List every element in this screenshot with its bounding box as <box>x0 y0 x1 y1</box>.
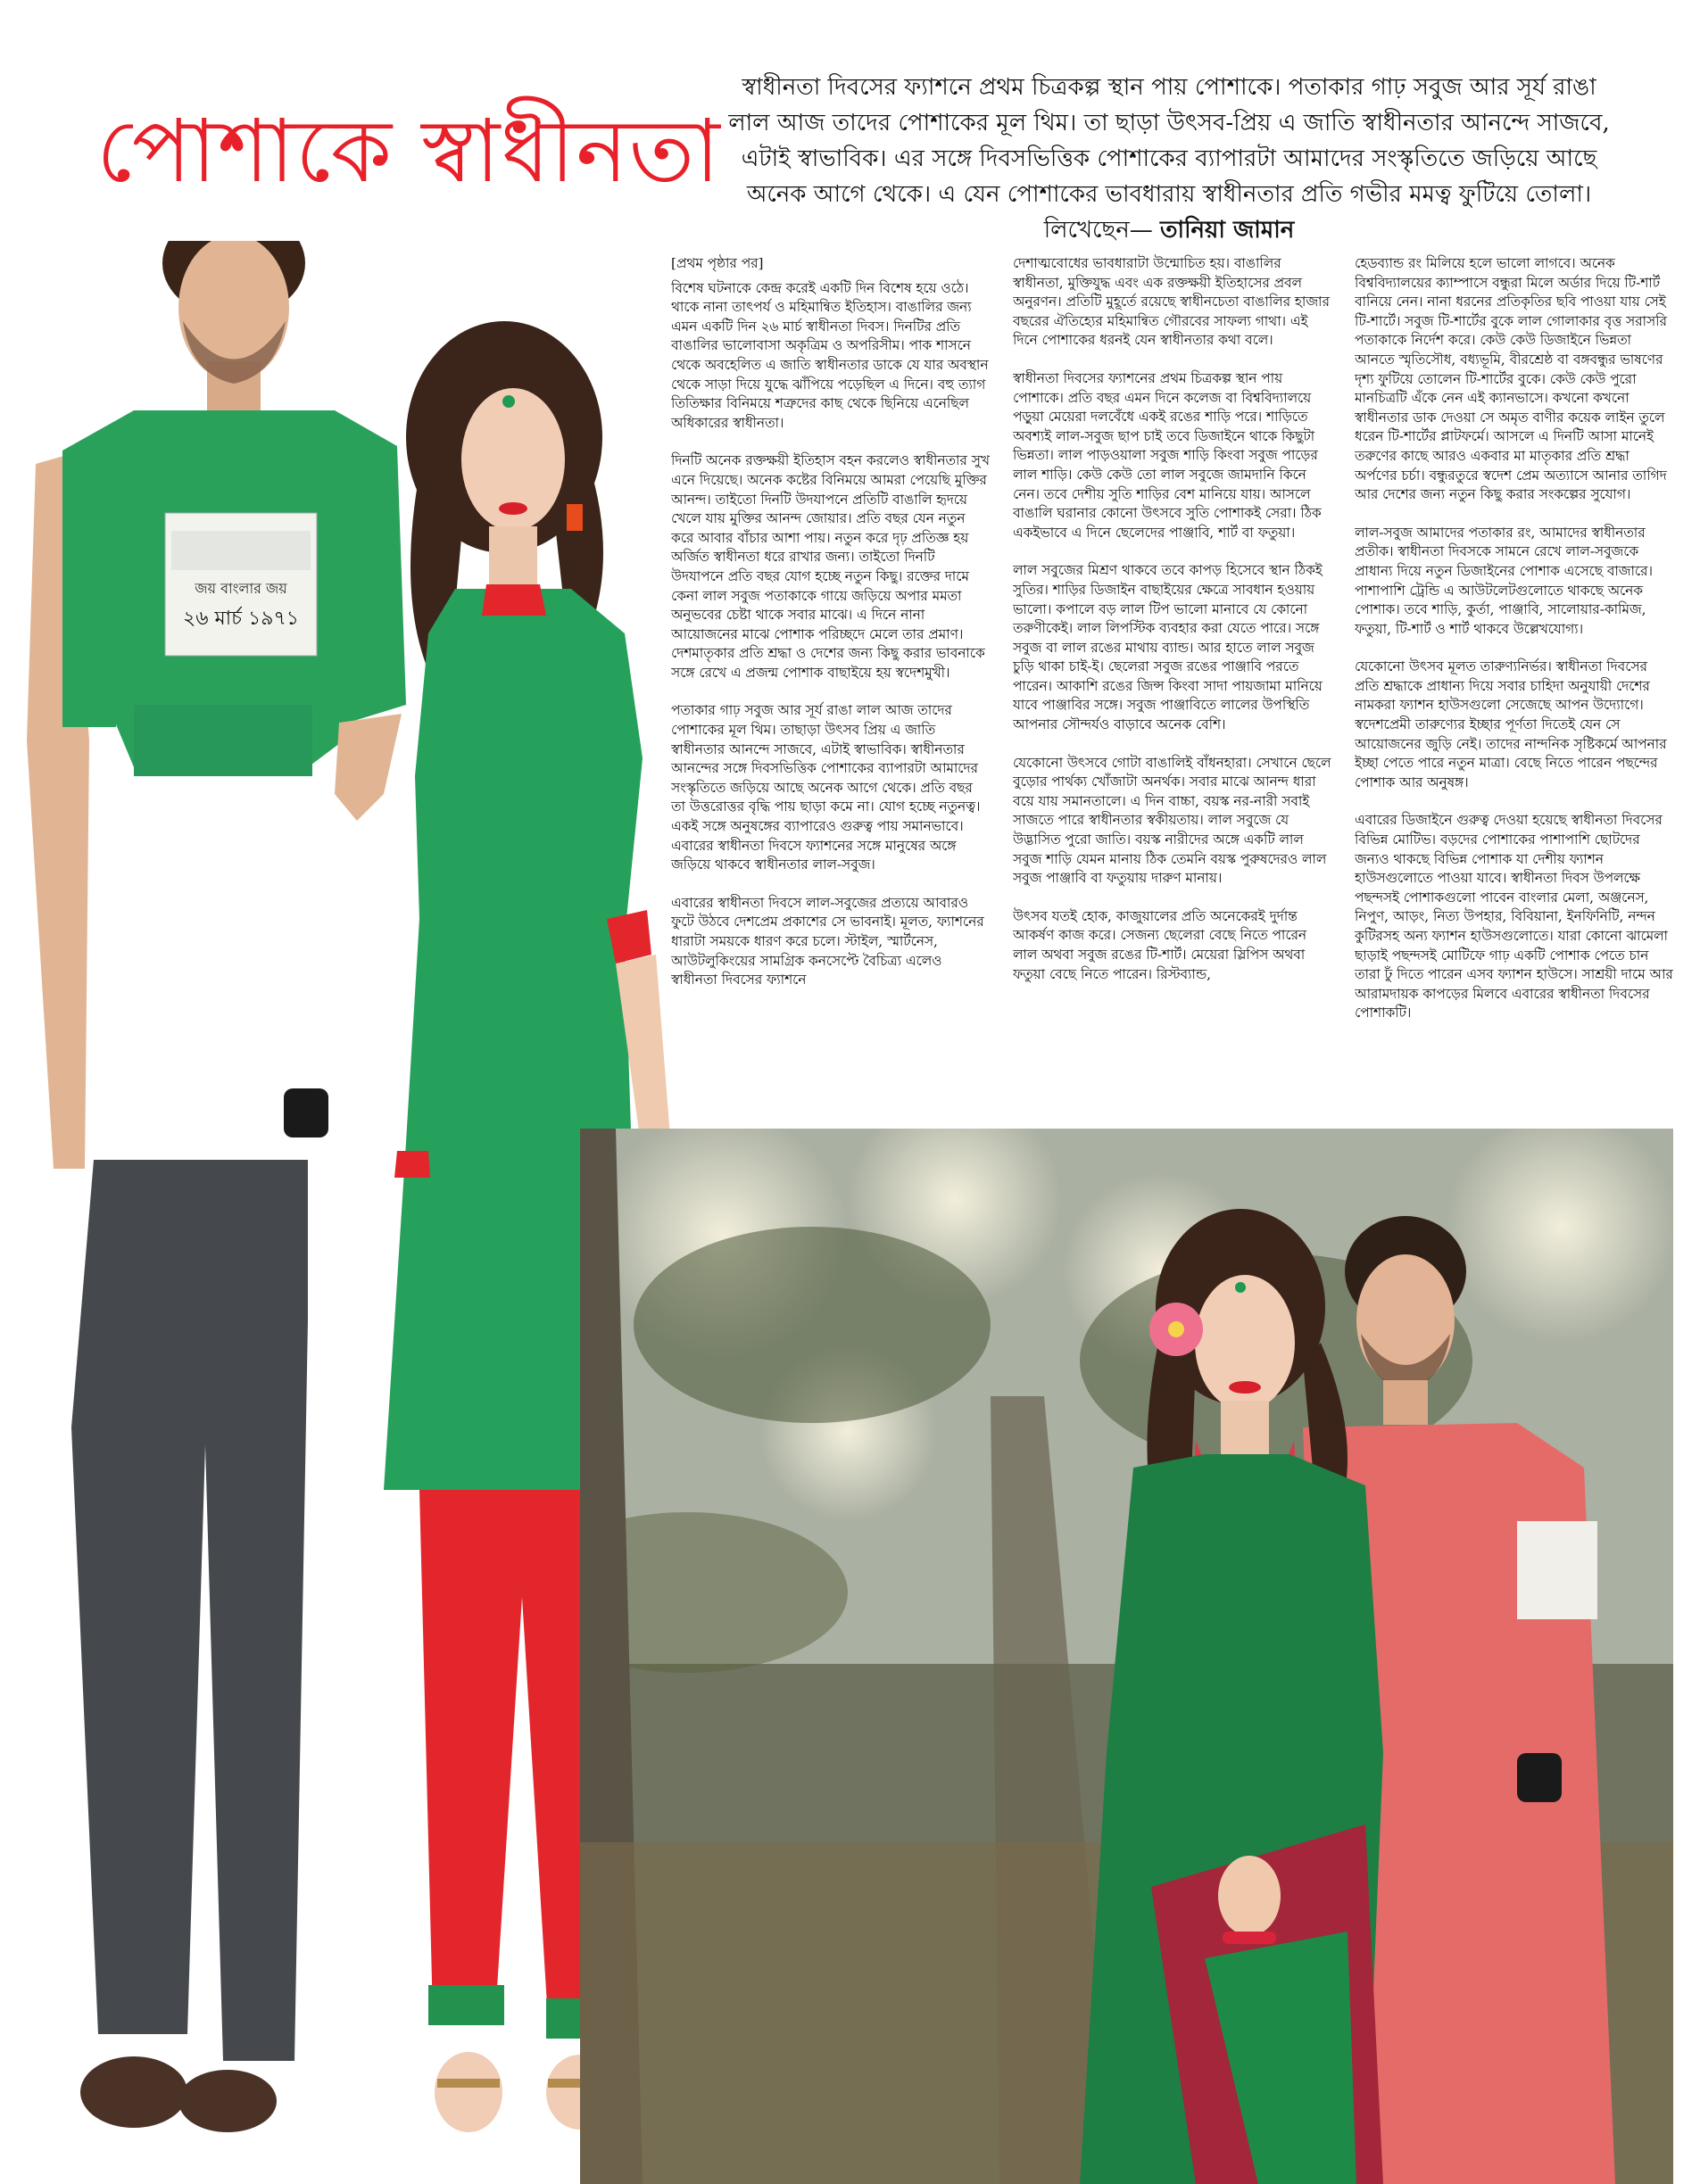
tshirt-print <box>165 513 317 656</box>
paragraph: দেশাত্মবোধের ভাবধারাটা উন্মোচিত হয়। বাঙালির স্বাধীনতা, মুক্তিযুদ্ধ এবং এক রক্তক্ষয়ী ইতিহাসের প্রবল অনুরণন। প্রতিটি মুহূর্তে রয়েছে স্বাধীনচেতা বাঙালির হাজার বছরের ঐতিহ্যের মহিমান্বিত গৌরবের সাফল্য গাথা। এই দিনে পোশাকের ধরনই যেন স্বাধীনতার কথা বলে। <box>1013 255 1330 349</box>
article-column-1 <box>671 254 991 1129</box>
paragraph: দিনটি অনেক রক্তক্ষয়ী ইতিহাস বহন করলেও স্বাধীনতার সুখ এনে দিয়েছে। অনেক কষ্টের বিনিময়ে আমরা পেয়েছি মুক্তির আনন্দ। তাইতো দিনটি উদযাপনে প্রতিটি বাঙালি হৃদয়ে খেলে যায় মুক্তির আনন্দ জোয়ার। প্রতি বছর যেন নতুন করে আবার বাঁচার আশা পায়। নতুন করে দৃঢ় প্রতিজ্ঞ হয় অর্জিত স্বাধীনতা ধরে রাখার জন্য। তাইতো দিনটি উদযাপনে প্রতি বছর যোগ হচ্ছে নতুন কিছু। রক্তের দামে কেনা লাল সবুজ পতাকাকে গায়ে জড়িয়ে অপার মমতা অনুভবের চেষ্টা থাকে সবার মাঝে। এ দিনে নানা আয়োজনের মাঝে পোশাক পরিচ্ছদে মেলে তার প্রমাণ। দেশমাতৃকার প্রতি শ্রদ্ধা ও দেশের জন্য কিছু করার ভাবনাকে সঙ্গে রেখে এ প্রজন্ম পোশাক বাছাইয়ে হয় স্বদেশমুখী। <box>671 452 990 681</box>
paragraph: এবারের ডিজাইনে গুরুত্ব দেওয়া হয়েছে স্বাধীনতা দিবসের বিভিন্ন মোটিভ। বড়দের পোশাকের পাশাপাশি ছোটদের জন্যও থাকছে বিভিন্ন পোশাক যা দেশীয় ফ্যাশন হাউসগুলোতে পাওয়া যাবে। স্বাধীনতা দিবস উপলক্ষে পছন্দসই পোশাকগুলো পাবেন বাংলার মেলা, অঞ্জনেস, নিপুণ, আড়ং, নিত্য উপহার, বিবিয়ানা, ইনফিনিটি, নন্দন কুটিরসহ অন্য ফ্যাশন হাউসগুলোতে। যারা কোনো ঝামেলা ছাড়াই পছন্দসই মোটিফে গাঢ় একটি পোশাক পেতে চান তারা ঢুঁ দিতে পারেন এসব ফ্যাশন হাউসে। সাশ্রয়ী দামে আর আরামদায়ক কাপড়ের মিলবে এবারের স্বাধীনতা দিবসের পোশাকটি। <box>1355 812 1673 1022</box>
article-column-3 <box>1355 254 1674 1129</box>
paragraph: উৎসব যতই হোক, কাজুয়ালের প্রতি অনেকেরই দুর্দান্ত আকর্ষণ কাজ করে। সেজন্য ছেলেরা বেছে নিতে পারেন লাল অথবা সবুজ রঙের টি-শার্ট। মেয়েরা স্লিপিস অথবা ফতুয়া বেছে নিতে পারেন। রিস্টব্যান্ড, <box>1013 907 1307 982</box>
tshirt-print-line1: জয় বাংলার জয় <box>195 580 287 597</box>
paragraph: যেকোনো উৎসব মূলত তারুণ্যনির্ভর। স্বাধীনতা দিবসের প্রতি শ্রদ্ধাকে প্রাধান্য দিয়ে সবার চাহিদা অনুযায়ী দেশের নামকরা ফ্যাশন হাউসগুলো সেজেছে আপন উদ্যোগে। স্বদেশপ্রেমী তারুণ্যের ইচ্ছার পূর্ণতা দিতেই যেন সে আয়োজনের জুড়ি নেই। তাদের নান্দনিক সৃষ্টিকর্মে আপনার ইচ্ছা পেতে পারে নতুন মাত্রা। বেছে নিতে পারেন পছন্দের পোশাক আর অনুষঙ্গ। <box>1355 658 1667 790</box>
continued-tag: [প্রথম পৃষ্ঠার পর] <box>671 255 764 271</box>
tshirt-print-2 <box>1517 1521 1597 1619</box>
photo-couple-outdoor <box>580 1129 1673 2184</box>
paragraph: বিশেষ ঘটনাকে কেন্দ্র করেই একটি দিন বিশেষ হয়ে ওঠে। থাকে নানা তাৎপর্য ও মহিমান্বিত ইতিহাস। বাঙালির জন্য এমন একটি দিন ২৬ মার্চ স্বাধীনতা দিবস। দিনটির প্রতি বাঙালির ভালোবাসা অকৃত্রিম ও অপরিসীম। পাক শাসনে থেকে অবহেলিত এ জাতি স্বাধীনতার ডাকে যে যার অবস্থান থেকে সাড়া দিয়ে যুদ্ধে ঝাঁপিয়ে পড়েছিল এ দিনে। বহু ত্যাগ তিতিক্ষার বিনিময়ে শত্রুদের কাছ থেকে ছিনিয়ে এনেছিল অধিকারের স্বাধীনতা। <box>671 279 989 431</box>
paragraph: হেডব্যান্ড রং মিলিয়ে হলে ভালো লাগবে। অনেক বিশ্ববিদ্যালয়ের ক্যাম্পাসে বন্ধুরা মিলে অর্ডার দিয়ে টি-শার্ট বানিয়ে নেন। নানা ধরনের প্রতিকৃতির ছবি পাওয়া যায় সেই টি-শার্টে। সবুজ টি-শার্টের বুকে লাল গোলাকার বৃত্ত সরাসরি পতাকাকে নির্দেশ করে। কেউ কেউ ডিজাইনে ভিন্নতা আনতে স্মৃতিসৌধ, বধ্যভূমি, বীরশ্রেষ্ঠ বা বঙ্গবন্ধুর ভাষণের দৃশ্য ফুটিয়ে তোলেন টি-শার্টের বুকে। কেউ কেউ পুরো মানচিত্রটি এঁকে নেন এই ক্যানভাসে। কখনো কখনো স্বাধীনতার ডাক দেওয়া সে অমৃত বাণীর কয়েক লাইন তুলে ধরেন টি-শার্টের প্লাটফর্মে। আসলে এ দিনটি আসা মানেই তরুণের কাছে আরও একবার মা মাতৃকার প্রতি শ্রদ্ধা অর্পণের চর্চা। বন্ধুরতুরে স্বদেশ প্রেম অত্যাসে আনার তাগিদ আর দেশের জন্য নতুন কিছু করার সংকল্পের সুযোগ। <box>1355 255 1667 503</box>
paragraph: লাল-সবুজ আমাদের পতাকার রং, আমাদের স্বাধীনতার প্রতীক। স্বাধীনতা দিবসকে সামনে রেখে লাল-সবুজকে প্রাধান্য দিয়ে নতুন ডিজাইনের পোশাক এসেছে বাজারে। পাশাপাশি ট্রেন্ডি এ আউটলেটগুলোতে থাকছে অনেক পোশাক। তবে শাড়ি, কুর্তা, পাঞ্জাবি, সালোয়ার-কামিজ, ফতুয়া, টি-শার্ট ও শার্ট থাকবে উল্লেখযোগ্য। <box>1355 524 1653 637</box>
paragraph: এবারের স্বাধীনতা দিবসে লাল-সবুজের প্রত্যয়ে আবারও ফুটে উঠবে দেশপ্রেম প্রকাশের সে ভাবনাই। মূলত, ফ্যাশনের ধারাটা সময়কে ধারণ করে চলে। স্টাইল, স্মার্টনেস, আউটলুকিংয়ের সামগ্রিক কনসেপ্টে বৈচিত্র্য এলেও স্বাধীনতা দিবসের ফ্যাশনে <box>671 894 984 989</box>
tshirt-print-date: ২৬ মার্চ ১৯৭১ <box>182 608 300 630</box>
paragraph: স্বাধীনতা দিবসের ফ্যাশনের প্রথম চিত্রকল্প স্থান পায় পোশাকে। প্রতি বছর এমন দিনে কলেজ বা বিশ্ববিদ্যালয়ে পড়ুয়া মেয়েরা দলবেঁধে একই রঙের শাড়ি পরে। শাড়িতে অবশ্যই লাল-সবুজ ছাপ চাই তবে ডিজাইনে থাকে কিছুটা ভিন্নতা। লাল পাড়ওয়ালা সবুজ শাড়ি কিংবা সবুজ পাড়ের লাল শাড়ি। কেউ কেউ তো লাল সবুজে জামদানি কিনে নেন। তবে দেশীয় সুতি শাড়ির বেশ মানিয়ে যায়। আসলে বাঙালি ঘরানার কোনো উৎসবে সুতি পোশাকই সেরা। ঠিক একইভাবে এ দিনে ছেলেদের পাঞ্জাবি, শার্ট বা ফতুয়া। <box>1013 369 1322 541</box>
byline: তানিয়া জামান <box>1160 217 1295 244</box>
intro-standfirst <box>723 70 1615 244</box>
intro-text: স্বাধীনতা দিবসের ফ্যাশনে প্রথম চিত্রকল্প স্থান পায় পোশাকে। পতাকার গাঢ় সবুজ আর সূর্য রাঙা লাল আজ তাদের পোশাকের মূল থিম। তা ছাড়া উৎসব-প্রিয় এ জাতি স্বাধীনতার আনন্দে সাজবে, এটাই স্বাভাবিক। এর সঙ্গে দিবসভিত্তিক পোশাকের ব্যাপারটা আমাদের সংস্কৃতিতে জড়িয়ে আছে অনেক আগে থেকে। এ যেন পোশাকের ভাবধারায় স্বাধীনতার প্রতি গভীর মমত্ব ফুটিয়ে তোলা। লিখেছেন— <box>728 74 1610 244</box>
article-body <box>671 254 1679 1129</box>
headline: পোশাকে স্বাধীনতা <box>96 101 721 203</box>
paragraph: যেকোনো উৎসবে গোটা বাঙালিই বাঁধনহারা। সেখানে ছেলে বুড়োর পার্থক্য খোঁজাটা অনর্থক। সবার মাঝে আনন্দ ধারা বয়ে যায় সমানতালে। এ দিন বাচ্চা, বয়স্ক নর-নারী সবাই সাজতে পারে স্বাধীনতার স্বকীয়তায়। লাল সবুজে যে উদ্ভাসিত পুরো জাতি। বয়স্ক নারীদের অঙ্গে একটি লাল সবুজ শাড়ি যেমন মানায় ঠিক তেমনি বয়স্ক পুরুষদেরও লাল সবুজ পাঞ্জাবি বা ফতুয়ায় দারুণ মানায়। <box>1013 754 1331 887</box>
paragraph: লাল সবুজের মিশ্রণ থাকবে তবে কাপড় হিসেবে স্থান ঠিকই সুতির। শাড়ির ডিজাইন বাছাইয়ের ক্ষেত্রে সাবধান হওয়ায় ভালো। কপালে বড় লাল টিপ ভালো মানাবে যে কোনো তরুণীকেই। লাল লিপস্টিক ব্যবহার করা যেতে পারে। সঙ্গে সবুজ বা লাল রঙের মাথায় ব্যান্ড। আর হাতে লাল সবুজ চুড়ি থাকা চাই-ই। ছেলেরা সবুজ রঙের পাঞ্জাবি পরতে পারেন। আকাশি রঙের জিন্স কিংবা সাদা পায়জামা মানিয়ে যাবে পাঞ্জাবির সঙ্গে। সবুজ পাঞ্জাবিতে লালের উপস্থিতি আপনার সৌন্দর্যও বাড়াবে অনেক বেশি। <box>1013 562 1323 733</box>
paragraph: পতাকার গাঢ় সবুজ আর সূর্য রাঙা লাল আজ তাদের পোশাকের মূল থিম। তাছাড়া উৎসব প্রিয় এ জাতি স্বাধীনতার আনন্দে সাজবে, এটাই স্বাভাবিক। স্বাধীনতার আনন্দের সঙ্গে দিবসভিত্তিক পোশাকের ব্যাপারটা আমাদের সংস্কৃতিতে জড়িয়ে আছে অনেক আগে থেকে। প্রতি বছর তা উত্তরোত্তর বৃদ্ধি পায় ছাড়া কমে না। যোগ হচ্ছে নতুনত্ব। একই সঙ্গে অনুষঙ্গের ব্যাপারেও গুরুত্ব পায় সমানভাবে। এবারের স্বাধীনতা দিবসে ফ্যাশনের সঙ্গে মানুষের অঙ্গে জড়িয়ে থাকবে স্বাধীনতার লাল-সবুজ। <box>671 702 981 873</box>
article-column-2 <box>1013 254 1332 1129</box>
